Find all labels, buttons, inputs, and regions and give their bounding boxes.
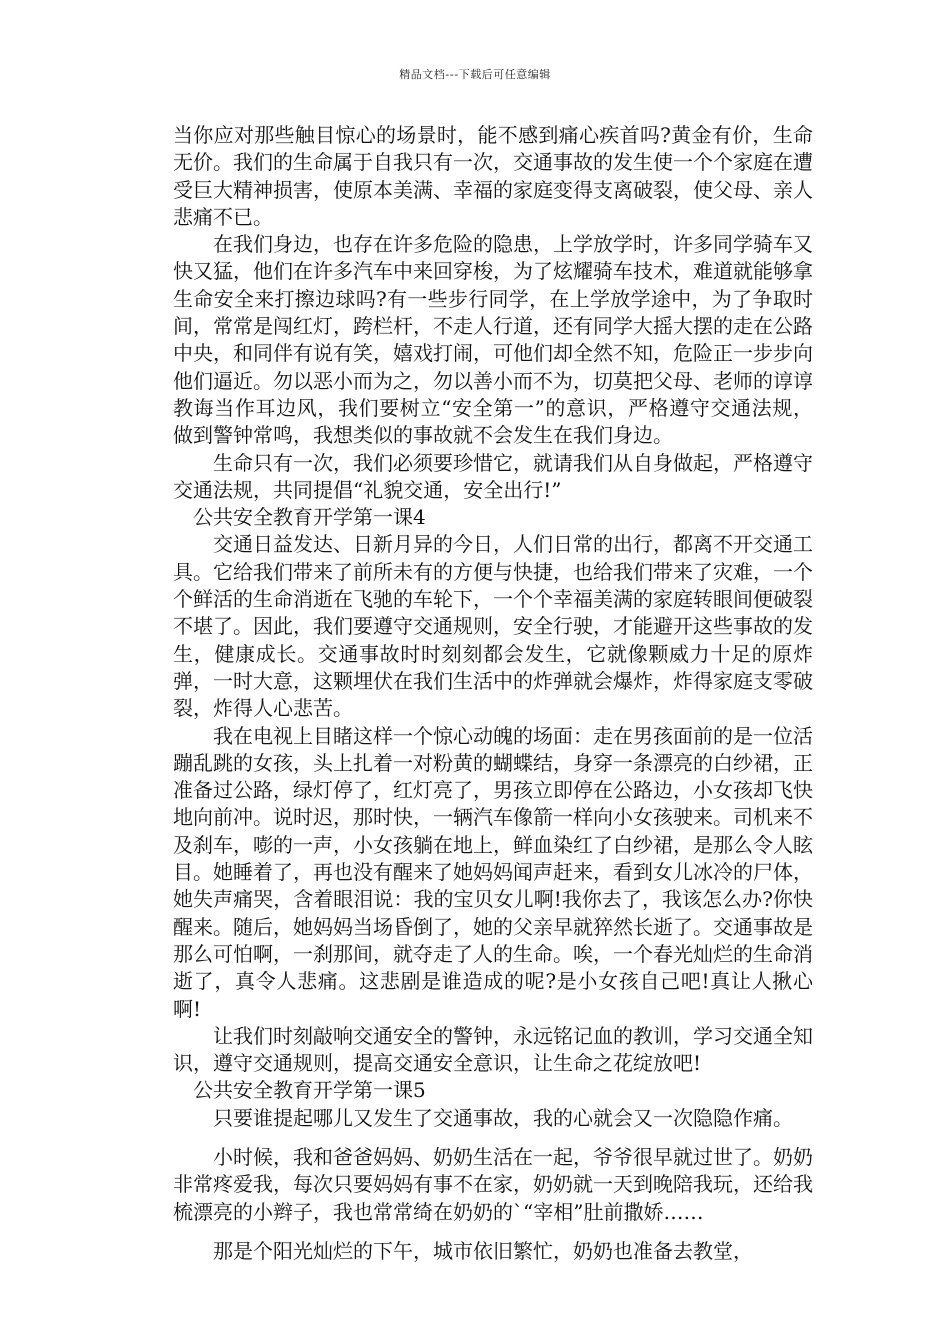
paragraph: 交通日益发达、日新月异的今日，人们日常的出行，都离不开交通工具。它给我们带来了前所未有的方便与快捷，也给我们带来了灾难，一个个鲜活的生命消逝在飞驰的车轮下，一个个幸福美满的家庭转眼间便破裂不堪了。因此，我们要遵守交通规则，安全行驶，才能避开这些事故的发生，健康成长。交通事故时时刻刻都会发生，它就像颗威力十足的原炸弹，一时大意，这颗埋伏在我们生活中的炸弹就会爆炸，炸得家庭支零破裂，炸得人心悲苦。 [173, 532, 813, 721]
paragraph: 那是个阳光灿烂的下午，城市依旧繁忙，奶奶也准备去教堂， [213, 1238, 753, 1263]
paragraph: 只要谁提起哪儿又发生了交通事故，我的心就会又一次隐隐作痛。 [213, 1105, 793, 1130]
paragraph: 小时候，我和爸爸妈妈、奶奶生活在一起，爷爷很早就过世了。奶奶非常疼爱我，每次只要妈妈有事不在家，奶奶就一天到晚陪我玩，还给我梳漂亮的小辫子，我也常常绮在奶奶的`“宰相”肚前撒娇…… [173, 1144, 813, 1224]
paragraph: 当你应对那些触目惊心的场景时，能不感到痛心疾首吗?黄金有价，生命无价。我们的生命属于自我只有一次，交通事故的发生使一个个家庭在遭受巨大精神损害，使原本美满、幸福的家庭变得支离破裂，使父母、亲人悲痛不已。 [173, 123, 813, 229]
section-heading: 公共安全教育开学第一课4 [193, 505, 426, 530]
paragraph: 让我们时刻敲响交通安全的警钟，永远铭记血的教训，学习交通全知识，遵守交通规则，提高交通安全意识，让生命之花绽放吧! [173, 1023, 813, 1076]
section-heading: 公共安全教育开学第一课5 [193, 1078, 426, 1103]
document-body [173, 122, 813, 1265]
paragraph: 我在电视上目睹这样一个惊心动魄的场面：走在男孩面前的是一位活蹦乱跳的女孩，头上扎着一对粉黄的蝴蝶结，身穿一条漂亮的白纱裙，正准备过公路，绿灯停了，红灯亮了，男孩立即停在公路边，小女孩却飞快地向前冲。说时迟，那时快，一辆汽车像箭一样向小女孩驶来。司机来不及刹车，嘭的一声，小女孩躺在地上，鲜血染红了白纱裙，是那么令人眩目。她睡着了，再也没有醒来了她妈妈闻声赶来，看到女儿冰冷的尸体，她失声痛哭，含着眼泪说：我的宝贝女儿啊!我你去了，我该怎么办?你快醒来。随后，她妈妈当场昏倒了，她的父亲早就猝然长逝了。交通事故是那么可怕啊，一刹那间，就夺走了人的生命。唉，一个春光灿烂的生命消逝了，真令人悲痛。这悲剧是谁造成的呢?是小女孩自己吧!真让人揪心啊! [173, 723, 813, 1021]
paragraph: 生命只有一次，我们必须要珍惜它，就请我们从自身做起，严格遵守交通法规，共同提倡“礼貌交通，安全出行!” [173, 450, 813, 502]
paragraph: 在我们身边，也存在许多危险的隐患，上学放学时，许多同学骑车又快又猛，他们在许多汽车中来回穿梭，为了炫耀骑车技术，难道就能够拿生命安全来打擦边球吗?有一些步行同学，在上学放学途中，为了争取时间，常常是闯红灯，跨栏杆，不走人行道，还有同学大摇大摆的走在公路中央，和同伴有说有笑，嬉戏打闹，可他们却全然不知，危险正一步步向他们逼近。勿以恶小而为之，勿以善小而不为，切莫把父母、老师的谆谆教诲当作耳边风，我们要树立“安全第一”的意识，严格遵守交通法规，做到警钟常鸣，我想类似的事故就不会发生在我们身边。 [173, 232, 813, 448]
page-header: 精品文档---下载后可任意编辑 [399, 68, 551, 81]
